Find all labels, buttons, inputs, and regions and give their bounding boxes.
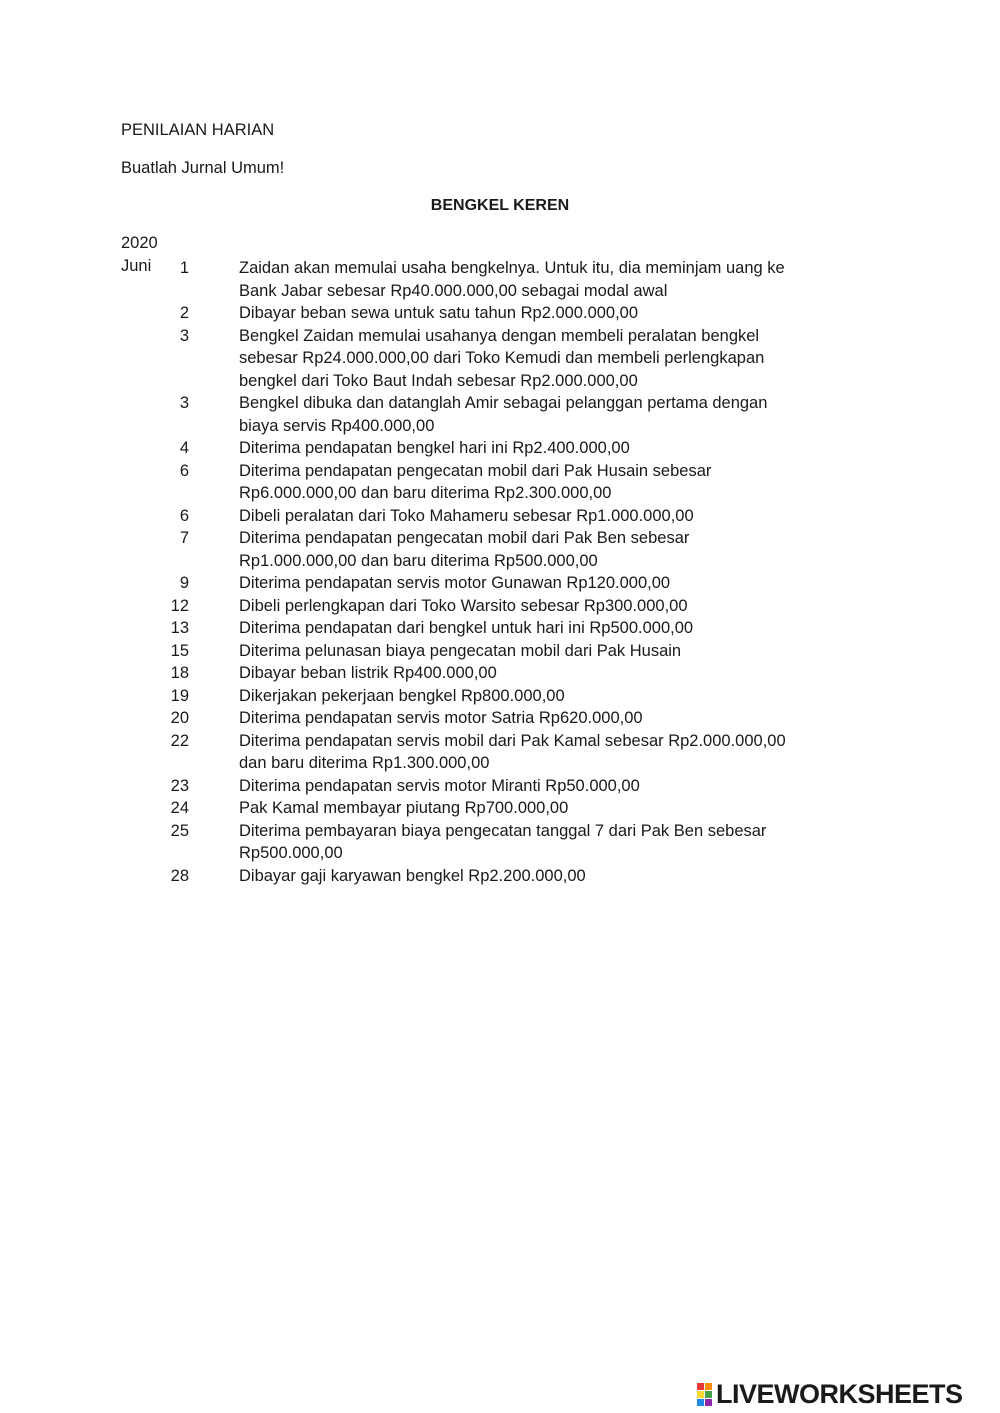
- transaction-description: [239, 707, 859, 730]
- logo-block: [697, 1383, 704, 1390]
- logo-block: [705, 1383, 712, 1390]
- description-line: Bank Jabar sebesar Rp40.000.000,00 sebagai modal awal: [239, 281, 668, 300]
- transaction-entry: [0, 640, 1000, 663]
- transaction-description: [239, 730, 859, 775]
- description-line: Zaidan akan memulai usaha bengkelnya. Untuk itu, dia meminjam uang ke: [239, 259, 785, 277]
- transaction-description: [239, 640, 859, 663]
- worksheet-heading: PENILAIAN HARIAN: [121, 121, 275, 139]
- logo-block: [705, 1391, 712, 1398]
- transaction-description: [239, 685, 859, 708]
- transaction-entry: [0, 707, 1000, 730]
- transaction-day: 3: [179, 326, 189, 345]
- transaction-day: 20: [170, 709, 189, 727]
- transaction-description: [239, 820, 859, 865]
- transaction-day: 18: [170, 664, 189, 682]
- description-line: dan baru diterima Rp1.300.000,00: [239, 754, 490, 772]
- transaction-day: 25: [170, 821, 189, 840]
- transaction-day: 12: [170, 596, 189, 615]
- description-line: Dibayar beban listrik Rp400.000,00: [239, 664, 497, 682]
- instruction-text: Buatlah Jurnal Umum!: [121, 159, 285, 177]
- liveworksheets-logo: [697, 1378, 963, 1410]
- transaction-day: 2: [179, 304, 189, 322]
- description-line: Diterima pembayaran biaya pengecatan tanggal 7 dari Pak Ben sebesar: [239, 821, 767, 840]
- transaction-description: [239, 797, 859, 820]
- transaction-day: 24: [170, 799, 189, 817]
- description-line: sebesar Rp24.000.000,00 dari Toko Kemudi dan membeli perlengkapan: [239, 349, 765, 367]
- description-line: Dibayar gaji karyawan bengkel Rp2.200.000,00: [239, 866, 586, 885]
- transaction-day: 9: [179, 574, 189, 592]
- company-title: BENGKEL KEREN: [430, 197, 570, 214]
- description-line: Diterima pendapatan servis motor Miranti Rp50.000,00: [239, 776, 640, 795]
- description-line: Diterima pendapatan pengecatan mobil dari Pak Ben sebesar: [239, 529, 690, 547]
- description-line: Dikerjakan pekerjaan bengkel Rp800.000,00: [239, 686, 565, 705]
- description-line: Diterima pelunasan biaya pengecatan mobil dari Pak Husain: [239, 641, 682, 660]
- description-line: Dibayar beban sewa untuk satu tahun Rp2.000.000,00: [239, 304, 639, 322]
- transaction-entry: [0, 865, 1000, 888]
- transaction-description: [239, 460, 859, 505]
- transaction-entry: [0, 730, 1000, 775]
- transaction-description: [239, 257, 859, 302]
- transaction-description: [239, 662, 859, 685]
- transaction-day: 28: [170, 866, 189, 885]
- description-line: Dibeli peralatan dari Toko Mahameru sebesar Rp1.000.000,00: [239, 506, 694, 525]
- description-line: Rp500.000,00: [239, 844, 343, 862]
- month-label: Juni: [121, 257, 152, 275]
- transaction-entry: [0, 302, 1000, 325]
- transaction-entry: [0, 617, 1000, 640]
- logo-block: [697, 1399, 704, 1406]
- transaction-day: 1: [179, 259, 189, 277]
- description-line: Bengkel Zaidan memulai usahanya dengan membeli peralatan bengkel: [239, 326, 760, 345]
- description-line: bengkel dari Toko Baut Indah sebesar Rp2.000.000,00: [239, 371, 638, 390]
- transaction-entry: [0, 685, 1000, 708]
- transaction-day: 6: [179, 506, 189, 525]
- transaction-description: [239, 527, 859, 572]
- year-label: 2020: [121, 234, 158, 252]
- transaction-entry: [0, 662, 1000, 685]
- transaction-description: [239, 572, 859, 595]
- transaction-day: 7: [179, 529, 189, 547]
- logo-text: LIVEWORKSHEETS: [716, 1378, 963, 1409]
- description-line: Pak Kamal membayar piutang Rp700.000,00: [239, 799, 569, 817]
- transaction-entry: [0, 797, 1000, 820]
- description-line: Diterima pendapatan bengkel hari ini Rp2.400.000,00: [239, 439, 630, 457]
- transaction-day: 15: [170, 641, 189, 660]
- logo-block: [697, 1391, 704, 1398]
- transaction-day: 6: [179, 461, 189, 480]
- transaction-entry: [0, 437, 1000, 460]
- transaction-description: [239, 775, 859, 798]
- transaction-entry: [0, 257, 1000, 302]
- transaction-description: [239, 437, 859, 460]
- description-line: Dibeli perlengkapan dari Toko Warsito sebesar Rp300.000,00: [239, 596, 688, 615]
- transaction-description: [239, 617, 859, 640]
- description-line: Diterima pendapatan dari bengkel untuk hari ini Rp500.000,00: [239, 619, 694, 637]
- transaction-day: 19: [170, 686, 189, 705]
- transaction-entry: [0, 460, 1000, 505]
- transaction-day: 4: [179, 439, 189, 457]
- description-line: Diterima pendapatan servis mobil dari Pak Kamal sebesar Rp2.000.000,00: [239, 731, 786, 750]
- description-line: Rp1.000.000,00 dan baru diterima Rp500.000,00: [239, 551, 598, 570]
- transaction-day: 23: [170, 776, 189, 795]
- transaction-entry: [0, 775, 1000, 798]
- transaction-entry: [0, 572, 1000, 595]
- transaction-entry: [0, 392, 1000, 437]
- description-line: Diterima pendapatan servis motor Satria Rp620.000,00: [239, 709, 643, 727]
- transaction-day: 3: [179, 394, 189, 412]
- logo-blocks-icon: [697, 1383, 712, 1406]
- transaction-entry: [0, 527, 1000, 572]
- transaction-description: [239, 325, 859, 393]
- description-line: biaya servis Rp400.000,00: [239, 416, 435, 435]
- description-line: Rp6.000.000,00 dan baru diterima Rp2.300.000,00: [239, 484, 612, 502]
- transaction-description: [239, 505, 859, 528]
- description-line: Bengkel dibuka dan datanglah Amir sebagai pelanggan pertama dengan: [239, 394, 768, 412]
- transaction-day: 22: [170, 731, 189, 750]
- transaction-entry: [0, 595, 1000, 618]
- transaction-description: [239, 392, 859, 437]
- transaction-day: 13: [170, 619, 189, 637]
- description-line: Diterima pendapatan servis motor Gunawan Rp120.000,00: [239, 574, 671, 592]
- transaction-entry: [0, 505, 1000, 528]
- transaction-entry: [0, 325, 1000, 393]
- logo-block: [705, 1399, 712, 1406]
- transaction-entry: [0, 820, 1000, 865]
- transaction-description: [239, 595, 859, 618]
- transaction-list: [0, 257, 1000, 887]
- transaction-description: [239, 865, 859, 888]
- description-line: Diterima pendapatan pengecatan mobil dari Pak Husain sebesar: [239, 461, 712, 480]
- transaction-description: [239, 302, 859, 325]
